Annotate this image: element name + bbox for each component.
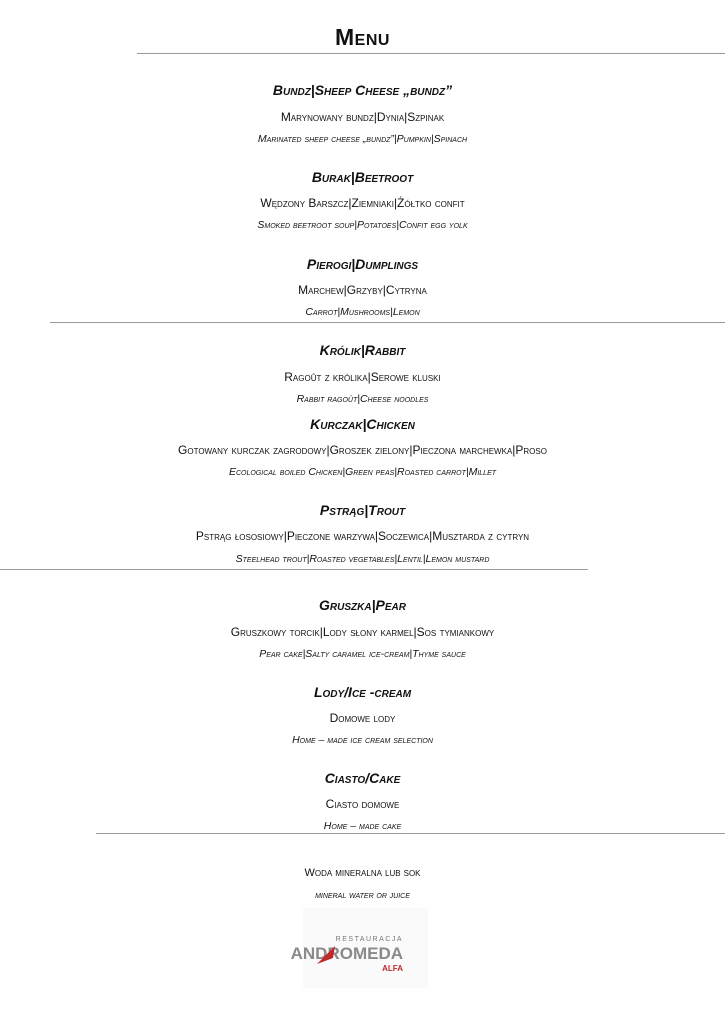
section-heading: Bundz|Sheep Cheese „bundz”: [272, 82, 453, 98]
section-heading: Pierogi|Dumplings: [306, 256, 419, 272]
section-heading: Kurczak|Chicken: [310, 416, 415, 432]
section-heading: Pstrąg|Trout: [319, 502, 406, 518]
section-rule: [96, 833, 725, 834]
dish-en: Steelhead trout|Roasted vegetables|Lentil|Lemon mustard: [235, 553, 490, 565]
dish-pl: Ragoût z królika|Serowe kluski: [284, 370, 441, 384]
title-rule: [137, 53, 725, 54]
section-heading: Ciasto/Cake: [324, 770, 401, 786]
section-rule: [0, 569, 588, 570]
drinks-pl: Woda mineralna lub sok: [304, 867, 421, 879]
dish-en: Home – made cake: [323, 820, 402, 832]
section-heading: Królik|Rabbit: [319, 342, 406, 358]
dish-en: Pear cake|Salty caramel ice-cream|Thyme sauce: [259, 648, 466, 660]
dish-pl: Domowe lody: [329, 711, 396, 725]
menu-title: Menu: [335, 24, 390, 50]
logo-name-text: ANDROMEDA: [290, 944, 403, 963]
dish-pl: Ciasto domowe: [325, 797, 400, 811]
section-heading: Gruszka|Pear: [319, 597, 406, 613]
drinks-en: mineral water or juice: [315, 890, 410, 901]
dish-en: Home – made ice cream selection: [292, 734, 433, 746]
dish-pl: Marchew|Grzyby|Cytryna: [298, 283, 427, 297]
dish-en: Carrot|Mushrooms|Lemon: [305, 306, 420, 318]
logo-sub-text: ALFA: [382, 964, 403, 973]
dish-en: Smoked beetroot soup|Potatoes|Confit egg yolk: [257, 219, 468, 231]
dish-pl: Gotowany kurczak zagrodowy|Groszek zielony|Pieczona marchewka|Proso: [178, 443, 547, 457]
dish-pl: Wędzony Barszcz|Ziemniaki|Żółtko confit: [260, 196, 465, 210]
dish-en: Rabbit ragoût|Cheese noodles: [296, 393, 429, 405]
dish-pl: Gruszkowy torcik|Lody słony karmel|Sos tymiankowy: [230, 625, 495, 639]
section-heading: Lody/Ice -cream: [313, 684, 412, 700]
section-rule: [50, 322, 725, 323]
restaurant-logo: [290, 908, 428, 988]
logo-top-text: RESTAURACJA: [335, 936, 403, 943]
dish-en: Ecological boiled Chicken|Green peas|Roasted carrot|Millet: [228, 466, 497, 478]
section-heading: Burak|Beetroot: [311, 169, 414, 185]
dish-en: Marinated sheep cheese „bundz”|Pumpkin|Spinach: [257, 133, 468, 145]
dish-pl: Marynowany bundz|Dynia|Szpinak: [280, 110, 445, 124]
dish-pl: Pstrąg łososiowy|Pieczone warzywa|Soczewica|Musztarda z cytryn: [195, 529, 530, 543]
